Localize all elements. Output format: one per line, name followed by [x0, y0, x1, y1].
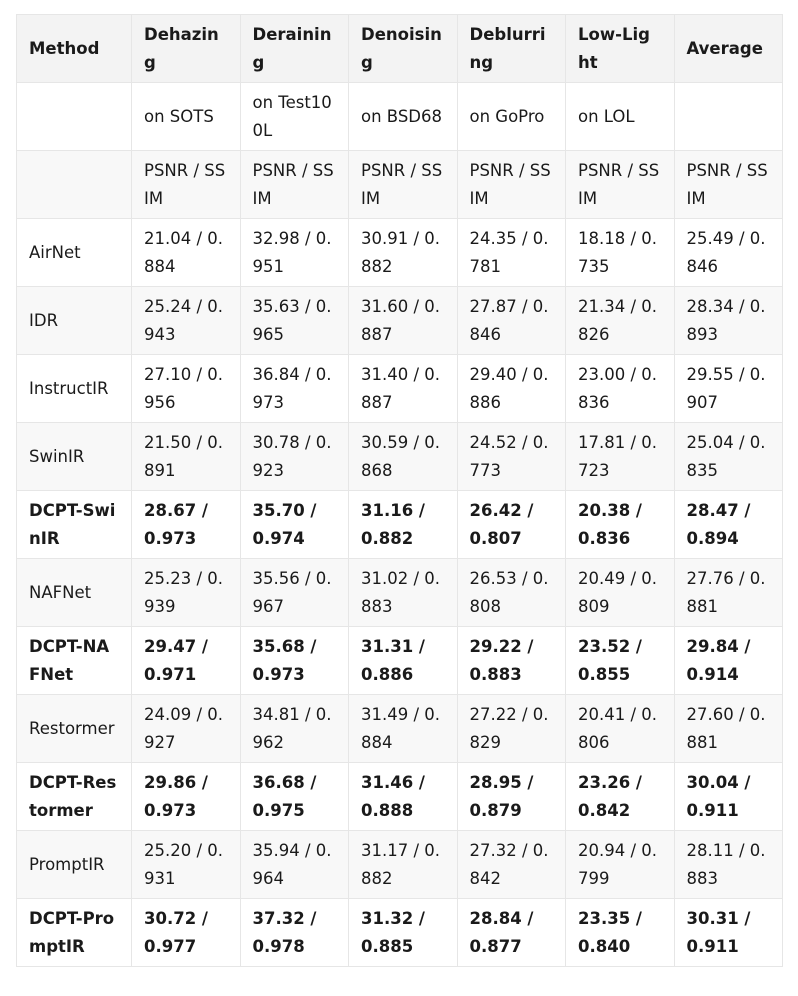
table-row	[17, 763, 783, 831]
value-cell: 25.49 / 0.846	[674, 219, 783, 287]
value-cell: 31.40 / 0.887	[349, 355, 458, 423]
table-row	[17, 695, 783, 763]
value-cell: 20.49 / 0.809	[566, 559, 675, 627]
value-cell: 21.50 / 0.891	[132, 423, 241, 491]
method-cell: InstructIR	[17, 355, 132, 423]
table-row	[17, 831, 783, 899]
value-cell: 30.72 / 0.977	[132, 899, 241, 967]
table-row	[17, 287, 783, 355]
value-cell: PSNR / SSIM	[349, 151, 458, 219]
value-cell: 28.47 / 0.894	[674, 491, 783, 559]
table-row	[17, 491, 783, 559]
value-cell: on Test100L	[240, 83, 349, 151]
value-cell: on SOTS	[132, 83, 241, 151]
value-cell: 27.60 / 0.881	[674, 695, 783, 763]
header-denoising: Denoising	[349, 15, 458, 83]
value-cell: 29.86 / 0.973	[132, 763, 241, 831]
value-cell: PSNR / SSIM	[674, 151, 783, 219]
value-cell: 30.91 / 0.882	[349, 219, 458, 287]
value-cell: 35.63 / 0.965	[240, 287, 349, 355]
value-cell: 36.84 / 0.973	[240, 355, 349, 423]
value-cell: 34.81 / 0.962	[240, 695, 349, 763]
value-cell: 35.56 / 0.967	[240, 559, 349, 627]
value-cell: 17.81 / 0.723	[566, 423, 675, 491]
value-cell: on LOL	[566, 83, 675, 151]
value-cell: PSNR / SSIM	[457, 151, 566, 219]
value-cell: 30.78 / 0.923	[240, 423, 349, 491]
value-cell: 29.55 / 0.907	[674, 355, 783, 423]
header-low-light: Low-Light	[566, 15, 675, 83]
value-cell: on GoPro	[457, 83, 566, 151]
method-cell: IDR	[17, 287, 132, 355]
method-cell: AirNet	[17, 219, 132, 287]
value-cell: 27.32 / 0.842	[457, 831, 566, 899]
value-cell: PSNR / SSIM	[132, 151, 241, 219]
value-cell: 28.11 / 0.883	[674, 831, 783, 899]
value-cell: 18.18 / 0.735	[566, 219, 675, 287]
header-average: Average	[674, 15, 783, 83]
value-cell: 35.94 / 0.964	[240, 831, 349, 899]
value-cell: 28.84 / 0.877	[457, 899, 566, 967]
header-deblurring: Deblurring	[457, 15, 566, 83]
value-cell: 29.47 / 0.971	[132, 627, 241, 695]
value-cell: 20.41 / 0.806	[566, 695, 675, 763]
table-row	[17, 355, 783, 423]
value-cell: 31.32 / 0.885	[349, 899, 458, 967]
value-cell: 27.87 / 0.846	[457, 287, 566, 355]
value-cell: 30.59 / 0.868	[349, 423, 458, 491]
value-cell	[674, 83, 783, 151]
value-cell: PSNR / SSIM	[566, 151, 675, 219]
table-row	[17, 219, 783, 287]
value-cell: 23.52 / 0.855	[566, 627, 675, 695]
value-cell: 26.42 / 0.807	[457, 491, 566, 559]
value-cell: 27.76 / 0.881	[674, 559, 783, 627]
method-cell: Restormer	[17, 695, 132, 763]
value-cell: 30.04 / 0.911	[674, 763, 783, 831]
value-cell: 27.10 / 0.956	[132, 355, 241, 423]
method-cell: NAFNet	[17, 559, 132, 627]
results-table-container	[16, 14, 783, 967]
method-cell: DCPT-PromptIR	[17, 899, 132, 967]
table-row	[17, 83, 783, 151]
value-cell: 32.98 / 0.951	[240, 219, 349, 287]
value-cell: 25.04 / 0.835	[674, 423, 783, 491]
value-cell: 24.09 / 0.927	[132, 695, 241, 763]
value-cell: 36.68 / 0.975	[240, 763, 349, 831]
results-table	[16, 14, 783, 967]
table-body	[17, 83, 783, 967]
value-cell: 23.00 / 0.836	[566, 355, 675, 423]
value-cell: 31.60 / 0.887	[349, 287, 458, 355]
method-cell	[17, 83, 132, 151]
method-cell: PromptIR	[17, 831, 132, 899]
value-cell: 35.70 / 0.974	[240, 491, 349, 559]
value-cell: on BSD68	[349, 83, 458, 151]
value-cell: 20.94 / 0.799	[566, 831, 675, 899]
table-row	[17, 423, 783, 491]
value-cell: 21.04 / 0.884	[132, 219, 241, 287]
value-cell: 29.40 / 0.886	[457, 355, 566, 423]
value-cell: 27.22 / 0.829	[457, 695, 566, 763]
header-dehazing: Dehazing	[132, 15, 241, 83]
value-cell: 21.34 / 0.826	[566, 287, 675, 355]
value-cell: 26.53 / 0.808	[457, 559, 566, 627]
value-cell: 25.20 / 0.931	[132, 831, 241, 899]
header-deraining: Deraining	[240, 15, 349, 83]
value-cell: 25.23 / 0.939	[132, 559, 241, 627]
method-cell: DCPT-SwinIR	[17, 491, 132, 559]
value-cell: PSNR / SSIM	[240, 151, 349, 219]
method-cell: SwinIR	[17, 423, 132, 491]
header-row	[17, 15, 783, 83]
table-row	[17, 151, 783, 219]
value-cell: 24.35 / 0.781	[457, 219, 566, 287]
method-cell: DCPT-Restormer	[17, 763, 132, 831]
value-cell: 23.35 / 0.840	[566, 899, 675, 967]
value-cell: 28.67 / 0.973	[132, 491, 241, 559]
value-cell: 31.02 / 0.883	[349, 559, 458, 627]
value-cell: 25.24 / 0.943	[132, 287, 241, 355]
value-cell: 31.49 / 0.884	[349, 695, 458, 763]
value-cell: 28.34 / 0.893	[674, 287, 783, 355]
value-cell: 30.31 / 0.911	[674, 899, 783, 967]
value-cell: 31.16 / 0.882	[349, 491, 458, 559]
table-row	[17, 627, 783, 695]
value-cell: 24.52 / 0.773	[457, 423, 566, 491]
value-cell: 23.26 / 0.842	[566, 763, 675, 831]
value-cell: 35.68 / 0.973	[240, 627, 349, 695]
value-cell: 20.38 / 0.836	[566, 491, 675, 559]
value-cell: 31.31 / 0.886	[349, 627, 458, 695]
value-cell: 29.22 / 0.883	[457, 627, 566, 695]
table-row	[17, 559, 783, 627]
method-cell	[17, 151, 132, 219]
header-method: Method	[17, 15, 132, 83]
method-cell: DCPT-NAFNet	[17, 627, 132, 695]
table-row	[17, 899, 783, 967]
value-cell: 29.84 / 0.914	[674, 627, 783, 695]
value-cell: 28.95 / 0.879	[457, 763, 566, 831]
value-cell: 31.17 / 0.882	[349, 831, 458, 899]
value-cell: 37.32 / 0.978	[240, 899, 349, 967]
value-cell: 31.46 / 0.888	[349, 763, 458, 831]
